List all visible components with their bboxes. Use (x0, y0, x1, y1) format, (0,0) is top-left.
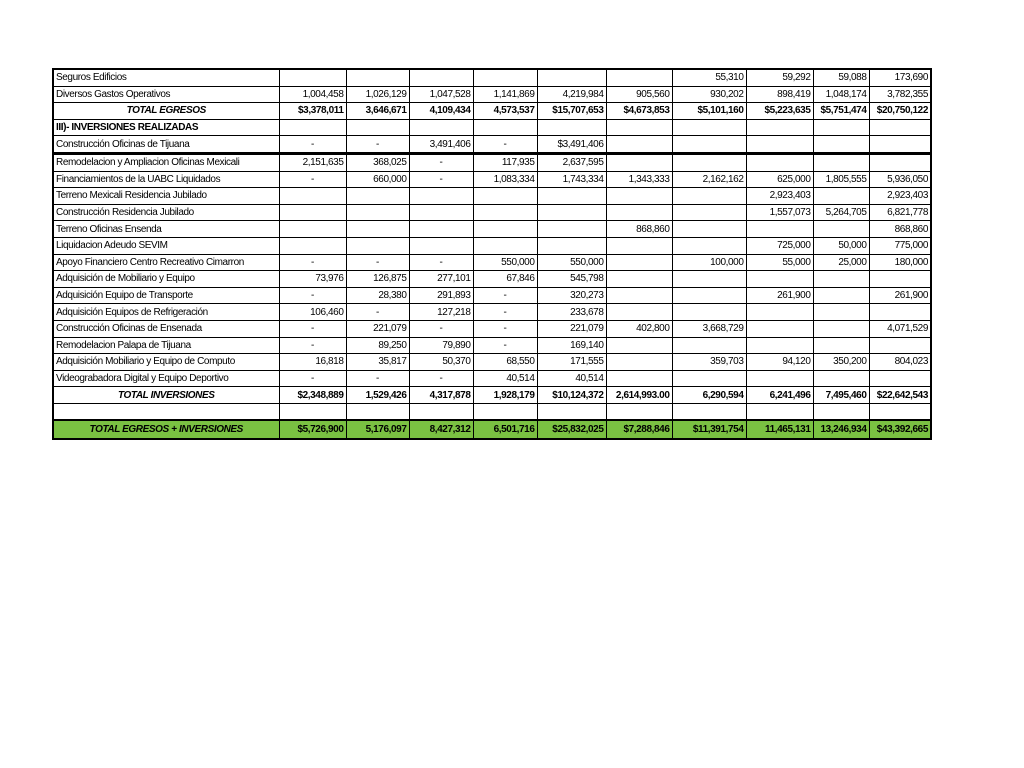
row-label[interactable]: Remodelacion y Ampliacion Oficinas Mexicali (53, 153, 279, 171)
table-cell[interactable] (672, 221, 746, 238)
table-cell[interactable] (813, 188, 869, 205)
table-cell[interactable] (279, 204, 346, 221)
table-cell[interactable]: - (279, 337, 346, 354)
table-cell[interactable]: 1,004,458 (279, 86, 346, 103)
table-cell[interactable]: 106,460 (279, 304, 346, 321)
table-cell[interactable] (473, 237, 537, 254)
table-cell[interactable]: 660,000 (346, 171, 409, 188)
table-cell[interactable] (346, 119, 409, 136)
table-cell[interactable] (346, 204, 409, 221)
table-row (53, 153, 931, 171)
table-cell[interactable]: 545,798 (537, 271, 606, 288)
table-cell[interactable]: 73,976 (279, 271, 346, 288)
table-cell[interactable]: 50,370 (409, 354, 473, 371)
table-cell[interactable]: 127,218 (409, 304, 473, 321)
table-cell[interactable] (813, 320, 869, 337)
table-cell[interactable]: $5,726,900 (279, 420, 346, 439)
table-cell[interactable]: 50,000 (813, 237, 869, 254)
budget-table (52, 68, 932, 440)
table-cell[interactable]: 7,495,460 (813, 387, 869, 404)
table-cell[interactable]: 261,900 (746, 287, 813, 304)
table-cell[interactable] (473, 221, 537, 238)
table-cell[interactable]: - (473, 136, 537, 154)
table-cell[interactable]: 3,668,729 (672, 320, 746, 337)
table-cell[interactable] (279, 237, 346, 254)
table-cell[interactable]: 16,818 (279, 354, 346, 371)
table-cell[interactable]: 905,560 (606, 86, 672, 103)
table-cell[interactable] (537, 69, 606, 86)
table-cell[interactable]: $3,491,406 (537, 136, 606, 154)
table-cell[interactable]: 4,109,434 (409, 103, 473, 120)
table-cell[interactable]: 1,048,174 (813, 86, 869, 103)
table-cell[interactable]: 277,101 (409, 271, 473, 288)
table-cell[interactable] (279, 403, 346, 420)
table-cell[interactable]: - (279, 320, 346, 337)
table-cell[interactable] (813, 221, 869, 238)
table-cell[interactable] (672, 304, 746, 321)
table-cell[interactable]: 550,000 (537, 254, 606, 271)
table-cell[interactable]: 180,000 (869, 254, 931, 271)
table-cell[interactable] (473, 204, 537, 221)
table-cell[interactable] (746, 320, 813, 337)
table-cell[interactable] (606, 153, 672, 171)
table-cell[interactable]: - (346, 136, 409, 154)
table-cell[interactable]: 28,380 (346, 287, 409, 304)
table-cell[interactable] (869, 403, 931, 420)
table-cell[interactable]: 11,465,131 (746, 420, 813, 439)
table-cell[interactable]: 898,419 (746, 86, 813, 103)
table-cell[interactable] (409, 403, 473, 420)
table-cell[interactable]: $22,642,543 (869, 387, 931, 404)
table-cell[interactable] (813, 271, 869, 288)
table-cell[interactable] (409, 188, 473, 205)
table-cell[interactable]: 117,935 (473, 153, 537, 171)
table-cell[interactable]: 59,292 (746, 69, 813, 86)
row-label[interactable]: Adquisición Equipos de Refrigeración (53, 304, 279, 321)
table-cell[interactable] (279, 69, 346, 86)
table-cell[interactable]: 368,025 (346, 153, 409, 171)
table-cell[interactable]: 4,071,529 (869, 320, 931, 337)
table-cell[interactable] (672, 136, 746, 154)
spacer-row (53, 403, 931, 420)
table-cell[interactable] (606, 287, 672, 304)
table-cell[interactable] (672, 188, 746, 205)
table-cell[interactable] (746, 304, 813, 321)
table-cell[interactable]: 320,273 (537, 287, 606, 304)
table-cell[interactable]: 25,000 (813, 254, 869, 271)
row-label[interactable]: Seguros Edificios (53, 69, 279, 86)
table-cell[interactable] (473, 119, 537, 136)
table-cell[interactable] (606, 119, 672, 136)
table-cell[interactable] (869, 337, 931, 354)
table-cell[interactable] (537, 403, 606, 420)
table-cell[interactable] (813, 119, 869, 136)
table-cell[interactable]: 1,928,179 (473, 387, 537, 404)
table-cell[interactable]: 1,557,073 (746, 204, 813, 221)
table-cell[interactable]: 2,614,993.00 (606, 387, 672, 404)
row-label[interactable]: Financiamientos de la UABC Liquidados (53, 171, 279, 188)
table-cell[interactable] (813, 136, 869, 154)
table-cell[interactable]: - (346, 304, 409, 321)
table-cell[interactable] (537, 119, 606, 136)
row-label[interactable]: Terreno Mexicali Residencia Jubilado (53, 188, 279, 205)
table-cell[interactable]: 233,678 (537, 304, 606, 321)
row-label[interactable]: TOTAL EGRESOS + INVERSIONES (53, 420, 279, 439)
table-cell[interactable]: 4,317,878 (409, 387, 473, 404)
table-row (53, 171, 931, 188)
table-cell[interactable]: - (409, 370, 473, 387)
table-cell[interactable]: 94,120 (746, 354, 813, 371)
table-cell[interactable]: $5,223,635 (746, 103, 813, 120)
table-cell[interactable]: 5,264,705 (813, 204, 869, 221)
table-cell[interactable] (409, 69, 473, 86)
total-row (53, 103, 931, 120)
table-cell[interactable] (672, 403, 746, 420)
table-cell[interactable]: 59,088 (813, 69, 869, 86)
table-cell[interactable] (672, 153, 746, 171)
table-row (53, 337, 931, 354)
table-cell[interactable]: 79,890 (409, 337, 473, 354)
table-cell[interactable]: - (346, 254, 409, 271)
table-cell[interactable]: 725,000 (746, 237, 813, 254)
table-cell[interactable]: 3,491,406 (409, 136, 473, 154)
table-cell[interactable]: 13,246,934 (813, 420, 869, 439)
table-cell[interactable] (473, 69, 537, 86)
table-cell[interactable]: - (473, 320, 537, 337)
table-cell[interactable]: - (473, 304, 537, 321)
table-cell[interactable]: 868,860 (606, 221, 672, 238)
table-cell[interactable] (746, 403, 813, 420)
table-cell[interactable]: 1,343,333 (606, 171, 672, 188)
table-cell[interactable]: 68,550 (473, 354, 537, 371)
table-cell[interactable] (813, 370, 869, 387)
row-label[interactable]: Diversos Gastos Operativos (53, 86, 279, 103)
table-cell[interactable]: $5,751,474 (813, 103, 869, 120)
table-cell[interactable] (473, 403, 537, 420)
table-cell[interactable] (672, 204, 746, 221)
table-cell[interactable]: 6,821,778 (869, 204, 931, 221)
section-row (53, 119, 931, 136)
table-cell[interactable] (606, 304, 672, 321)
table-cell[interactable]: 221,079 (346, 320, 409, 337)
table-cell[interactable] (606, 254, 672, 271)
table-cell[interactable] (606, 237, 672, 254)
table-row (53, 221, 931, 238)
table-cell[interactable]: 350,200 (813, 354, 869, 371)
table-cell[interactable] (606, 271, 672, 288)
table-cell[interactable]: 3,646,671 (346, 103, 409, 120)
table-cell[interactable]: $43,392,665 (869, 420, 931, 439)
table-cell[interactable]: 1,743,334 (537, 171, 606, 188)
table-cell[interactable]: 625,000 (746, 171, 813, 188)
row-label[interactable]: Videograbadora Digital y Equipo Deportivo (53, 370, 279, 387)
table-cell[interactable] (746, 221, 813, 238)
table-cell[interactable] (672, 337, 746, 354)
table-cell[interactable]: 550,000 (473, 254, 537, 271)
table-cell[interactable] (746, 153, 813, 171)
table-cell[interactable]: 261,900 (869, 287, 931, 304)
table-cell[interactable] (813, 337, 869, 354)
table-cell[interactable]: 1,047,528 (409, 86, 473, 103)
table-cell[interactable]: 2,162,162 (672, 171, 746, 188)
table-cell[interactable] (279, 119, 346, 136)
table-row (53, 254, 931, 271)
table-cell[interactable]: - (409, 320, 473, 337)
table-cell[interactable]: - (409, 254, 473, 271)
table-row (53, 320, 931, 337)
table-cell[interactable]: 173,690 (869, 69, 931, 86)
table-cell[interactable] (537, 237, 606, 254)
table-cell[interactable] (606, 69, 672, 86)
row-label[interactable] (53, 403, 279, 420)
table-cell[interactable]: 3,782,355 (869, 86, 931, 103)
table-cell[interactable]: 67,846 (473, 271, 537, 288)
row-label[interactable]: Liquidacion Adeudo SEVIM (53, 237, 279, 254)
table-cell[interactable] (409, 119, 473, 136)
table-cell[interactable] (746, 119, 813, 136)
table-cell[interactable]: - (279, 136, 346, 154)
table-cell[interactable]: 1,529,426 (346, 387, 409, 404)
table-cell[interactable]: $20,750,122 (869, 103, 931, 120)
row-label[interactable]: Adquisición Mobiliario y Equipo de Computo (53, 354, 279, 371)
row-label[interactable]: Construcción Residencia Jubilado (53, 204, 279, 221)
table-cell[interactable]: 402,800 (606, 320, 672, 337)
row-label[interactable]: Construcción Oficinas de Tijuana (53, 136, 279, 154)
table-cell[interactable] (672, 119, 746, 136)
table-cell[interactable]: 1,026,129 (346, 86, 409, 103)
table-cell[interactable]: 126,875 (346, 271, 409, 288)
table-cell[interactable]: 1,141,869 (473, 86, 537, 103)
total-row (53, 387, 931, 404)
table-cell[interactable] (606, 370, 672, 387)
table-cell[interactable]: 359,703 (672, 354, 746, 371)
table-row (53, 237, 931, 254)
table-cell[interactable] (869, 370, 931, 387)
table-cell[interactable]: - (473, 287, 537, 304)
table-cell[interactable] (537, 188, 606, 205)
table-cell[interactable] (537, 221, 606, 238)
table-cell[interactable] (869, 271, 931, 288)
table-cell[interactable]: 221,079 (537, 320, 606, 337)
table-cell[interactable]: 35,817 (346, 354, 409, 371)
table-cell[interactable] (409, 204, 473, 221)
table-cell[interactable]: 55,310 (672, 69, 746, 86)
table-cell[interactable] (746, 271, 813, 288)
table-cell[interactable]: 868,860 (869, 221, 931, 238)
table-row (53, 354, 931, 371)
table-cell[interactable] (813, 287, 869, 304)
row-label[interactable]: Construcción Oficinas de Ensenada (53, 320, 279, 337)
table-cell[interactable] (409, 237, 473, 254)
table-cell[interactable] (672, 271, 746, 288)
table-cell[interactable] (869, 119, 931, 136)
table-cell[interactable] (346, 69, 409, 86)
table-cell[interactable] (537, 204, 606, 221)
row-label[interactable]: TOTAL EGRESOS (53, 103, 279, 120)
table-cell[interactable]: 40,514 (473, 370, 537, 387)
table-cell[interactable]: $2,348,889 (279, 387, 346, 404)
table-cell[interactable]: 4,573,537 (473, 103, 537, 120)
table-cell[interactable] (606, 403, 672, 420)
table-cell[interactable] (672, 370, 746, 387)
table-cell[interactable] (346, 237, 409, 254)
row-label[interactable]: Apoyo Financiero Centro Recreativo Cimarron (53, 254, 279, 271)
table-cell[interactable]: 8,427,312 (409, 420, 473, 439)
table-cell[interactable]: 6,501,716 (473, 420, 537, 439)
table-cell[interactable] (346, 221, 409, 238)
table-row (53, 271, 931, 288)
table-cell[interactable]: 171,555 (537, 354, 606, 371)
table-row (53, 304, 931, 321)
table-cell[interactable]: - (279, 287, 346, 304)
table-row (53, 136, 931, 154)
table-row (53, 69, 931, 86)
table-body (53, 69, 931, 439)
table-cell[interactable]: 804,023 (869, 354, 931, 371)
table-cell[interactable] (346, 403, 409, 420)
table-row (53, 204, 931, 221)
row-label[interactable]: Adquisición Equipo de Transporte (53, 287, 279, 304)
table-cell[interactable]: - (409, 171, 473, 188)
table-cell[interactable]: $10,124,372 (537, 387, 606, 404)
row-label[interactable]: Remodelacion Palapa de Tijuana (53, 337, 279, 354)
table-cell[interactable]: 89,250 (346, 337, 409, 354)
table-cell[interactable]: 169,140 (537, 337, 606, 354)
table-cell[interactable]: - (473, 337, 537, 354)
table-cell[interactable]: $4,673,853 (606, 103, 672, 120)
row-label[interactable]: Terreno Oficinas Ensenda (53, 221, 279, 238)
table-cell[interactable] (606, 204, 672, 221)
table-cell[interactable]: 5,176,097 (346, 420, 409, 439)
table-row (53, 287, 931, 304)
table-cell[interactable] (473, 188, 537, 205)
table-cell[interactable]: $15,707,653 (537, 103, 606, 120)
table-cell[interactable]: 291,893 (409, 287, 473, 304)
grand-row (53, 420, 931, 439)
row-label[interactable]: III)- INVERSIONES REALIZADAS (53, 119, 279, 136)
table-cell[interactable]: 2,637,595 (537, 153, 606, 171)
table-cell[interactable] (672, 237, 746, 254)
table-cell[interactable] (746, 370, 813, 387)
table-cell[interactable]: 2,151,635 (279, 153, 346, 171)
table-cell[interactable] (346, 188, 409, 205)
table-row (53, 86, 931, 103)
table-cell[interactable] (409, 221, 473, 238)
table-cell[interactable] (606, 337, 672, 354)
table-cell[interactable]: 6,290,594 (672, 387, 746, 404)
table-cell[interactable] (279, 221, 346, 238)
table-cell[interactable] (672, 287, 746, 304)
table-cell[interactable]: $7,288,846 (606, 420, 672, 439)
table-cell[interactable] (813, 304, 869, 321)
table-cell[interactable]: 55,000 (746, 254, 813, 271)
table-cell[interactable]: 40,514 (537, 370, 606, 387)
table-row (53, 188, 931, 205)
table-cell[interactable]: $5,101,160 (672, 103, 746, 120)
table-cell[interactable] (869, 153, 931, 171)
table-cell[interactable] (746, 337, 813, 354)
table-cell[interactable] (606, 354, 672, 371)
table-cell[interactable]: 2,923,403 (746, 188, 813, 205)
table-cell[interactable]: - (346, 370, 409, 387)
table-cell[interactable]: - (279, 254, 346, 271)
table-cell[interactable]: 100,000 (672, 254, 746, 271)
table-cell[interactable] (746, 136, 813, 154)
table-cell[interactable]: - (409, 153, 473, 171)
table-cell[interactable]: 930,202 (672, 86, 746, 103)
table-cell[interactable] (813, 403, 869, 420)
table-cell[interactable]: 6,241,496 (746, 387, 813, 404)
table-cell[interactable] (869, 304, 931, 321)
table-cell[interactable] (279, 188, 346, 205)
table-cell[interactable] (869, 136, 931, 154)
table-cell[interactable] (606, 136, 672, 154)
row-label[interactable]: TOTAL INVERSIONES (53, 387, 279, 404)
table-cell[interactable]: - (279, 171, 346, 188)
table-row (53, 370, 931, 387)
table-cell[interactable]: 1,805,555 (813, 171, 869, 188)
table-cell[interactable]: $3,378,011 (279, 103, 346, 120)
table-cell[interactable]: 775,000 (869, 237, 931, 254)
table-cell[interactable]: - (279, 370, 346, 387)
table-cell[interactable] (813, 153, 869, 171)
table-cell[interactable]: 2,923,403 (869, 188, 931, 205)
table-cell[interactable]: 1,083,334 (473, 171, 537, 188)
table-cell[interactable]: $11,391,754 (672, 420, 746, 439)
table-cell[interactable]: 5,936,050 (869, 171, 931, 188)
table-cell[interactable]: 4,219,984 (537, 86, 606, 103)
row-label[interactable]: Adquisición de Mobiliario y Equipo (53, 271, 279, 288)
table-cell[interactable] (606, 188, 672, 205)
table-cell[interactable]: $25,832,025 (537, 420, 606, 439)
